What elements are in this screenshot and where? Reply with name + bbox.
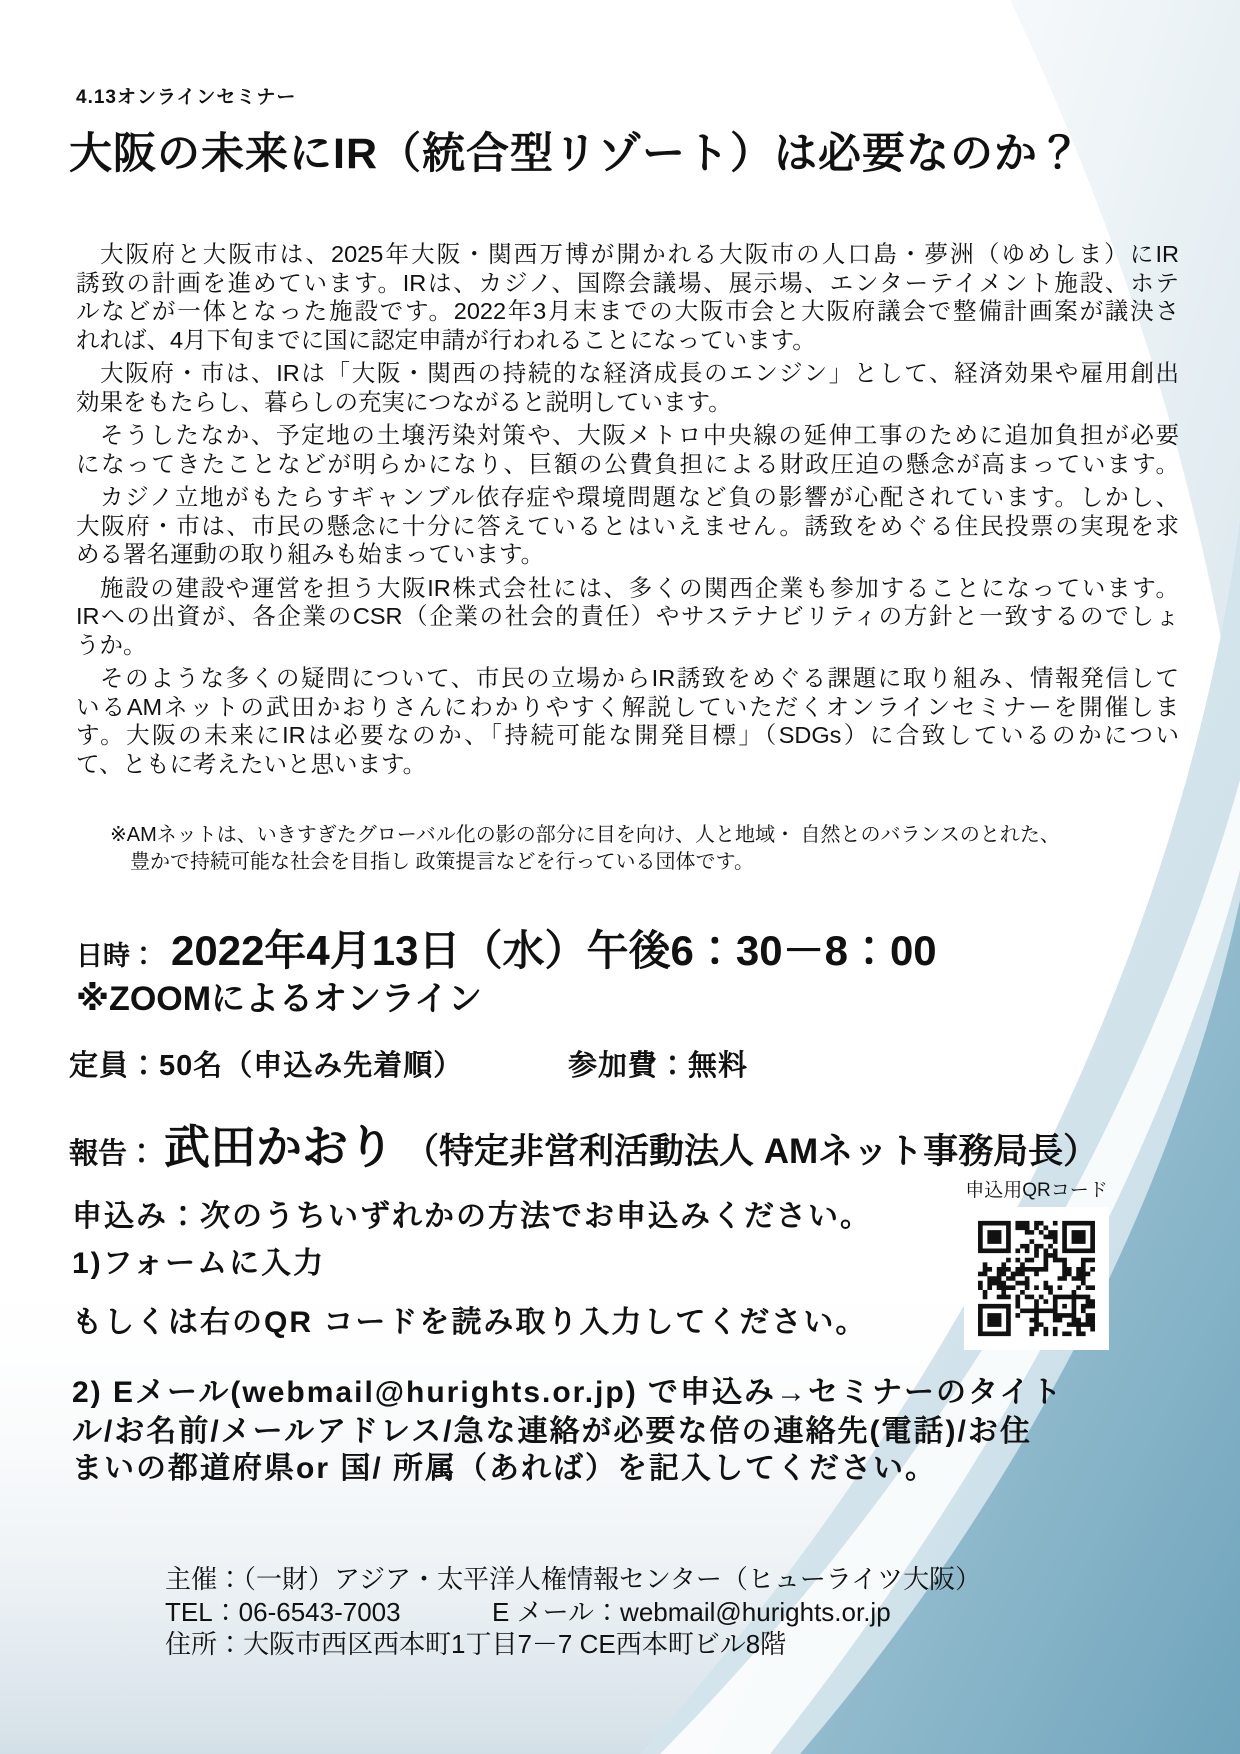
intro-text — [76, 240, 1179, 778]
body-line: める署名運動の取り組みも始まっています。 — [76, 541, 545, 567]
body-line: 大阪府と大阪市は、2025年大阪・関西万博が開かれる大阪市の人口島・夢洲（ゆめしま）にIR — [100, 241, 1179, 267]
speaker — [69, 1118, 1098, 1188]
body-line: 大阪府・市は、IRは「大阪・関西の持続的な経済成長のエンジン」として、経済効果や雇用創出 — [100, 360, 1179, 386]
apply-option-form: 1)フォームに入力 — [72, 1247, 326, 1280]
body-line: 大阪府・市は、市民の懸念に十分に答えているとはいえません。誘致をめぐる住民投票の実現を求 — [76, 512, 1179, 539]
contact-tel: TEL：06-6543-7003 — [165, 1597, 401, 1627]
qr-code-caption: 申込用QRコード — [965, 1180, 1108, 1201]
date-value: 2022年4月13日（水）午後6：30－8：00 — [171, 927, 937, 974]
body-line: 施設の建設や運営を担う大阪IR株式会社には、多くの関西企業も参加することになっています。 — [100, 574, 1179, 601]
body-line: 誘致の計画を進めています。IRは、カジノ、国際会議場、展示場、エンターテイメント施設、ホテ — [76, 269, 1179, 296]
apply-option-email-cont: ル/お名前/メールアドレス/急な連絡が必要な倍の連絡先(電話)/お住 — [72, 1415, 1032, 1448]
body-line: うか。 — [76, 631, 147, 658]
body-line: になってきたことなどが明らかになり、巨額の公費負担による財政圧迫の懸念が高まっています。 — [76, 450, 1179, 477]
paragraph — [76, 574, 1179, 660]
body-line: て、ともに考えたいと思います。 — [76, 750, 427, 777]
event-tag: 4.13オンラインセミナー — [76, 87, 297, 108]
page-title: 大阪の未来にIR（統合型リゾート）は必要なのか？ — [69, 130, 1082, 178]
date-label: 日時： — [76, 941, 157, 971]
contact-email: E メール：webmail@hurights.or.jp — [492, 1597, 891, 1627]
apply-option-email: 2) Eメール(webmail@hurights.or.jp) で申込み→セミナーのタイト — [72, 1376, 1064, 1409]
paragraph — [76, 359, 1179, 416]
organization-note — [110, 822, 1060, 876]
note-line: 豊かで持続可能な社会を目指し 政策提言などを行っている団体です。 — [130, 851, 754, 873]
body-line: そのような多くの疑問について、市民の立場からIR誘致をめぐる課題に取り組み、情報発信して — [100, 665, 1179, 691]
fee-label: 参加費： — [568, 1050, 689, 1082]
speaker-name: 武田かおり — [164, 1121, 395, 1173]
apply-instruction: 申込み：次のうちいずれかの方法でお申込みください。 — [72, 1200, 872, 1233]
body-line: す。大阪の未来にIRは必要なのか、「持続可能な開発目標」（SDGs）に合致しているのかについ — [76, 722, 1179, 748]
body-line: カジノ立地がもたらすギャンブル依存症や環境問題など負の影響が心配されています。しかし、 — [100, 484, 1179, 510]
body-line: ルなどが一体となった施設です。2022年3月末までの大阪市会と大阪府議会で整備計画案が議決さ — [76, 298, 1179, 324]
address: 住所：大阪市西区西本町1丁目7－7 CE西本町ビル8階 — [165, 1629, 787, 1659]
speaker-affiliation: （特定非営利活動法人 AMネット事務局長） — [404, 1132, 1099, 1171]
qr-modules — [978, 1221, 1095, 1336]
participation-fee — [568, 1047, 748, 1085]
speaker-label: 報告： — [69, 1138, 157, 1170]
apply-option-qr: もしくは右のQR コードを読み取り入力してください。 — [72, 1306, 868, 1339]
qr-code-image — [964, 1207, 1109, 1350]
paragraph — [76, 421, 1179, 478]
organizer: 主催：（一財）アジア・太平洋人権情報センター（ヒューライツ大阪） — [165, 1564, 982, 1594]
capacity-label: 定員： — [69, 1050, 160, 1082]
capacity-value: 50名（申込み先着順） — [159, 1050, 464, 1082]
body-line: IRへの出資が、各企業のCSR（企業の社会的責任）やサステナビリティの方針と一致するのでしょ — [76, 603, 1179, 629]
body-line: いるAMネットの武田かおりさんにわかりやすく解説していただくオンラインセミナーを開催しま — [76, 693, 1179, 720]
qr-code — [964, 1207, 1109, 1350]
event-venue: ※ZOOMによるオンライン — [76, 980, 483, 1018]
apply-option-email-cont: まいの都道府県or 国/ 所属（あれば）を記入してください。 — [72, 1452, 938, 1485]
paragraph — [76, 664, 1179, 778]
capacity — [69, 1047, 463, 1085]
body-line: そうしたなか、予定地の土壌汚染対策や、大阪メトロ中央線の延伸工事のために追加負担が必要 — [100, 422, 1179, 448]
paragraph — [76, 240, 1179, 354]
paragraph — [76, 483, 1179, 569]
fee-value: 無料 — [688, 1050, 749, 1082]
body-line: れれば、4月下旬までに国に認定申請が行われることになっています。 — [76, 326, 816, 353]
body-line: 効果をもたらし、暮らしの充実につながると説明しています。 — [76, 388, 732, 415]
note-line: ※AMネットは、いきすぎたグローバル化の影の部分に目を向け、人と地域・ 自然とのバランスのとれた、 — [110, 824, 1060, 846]
